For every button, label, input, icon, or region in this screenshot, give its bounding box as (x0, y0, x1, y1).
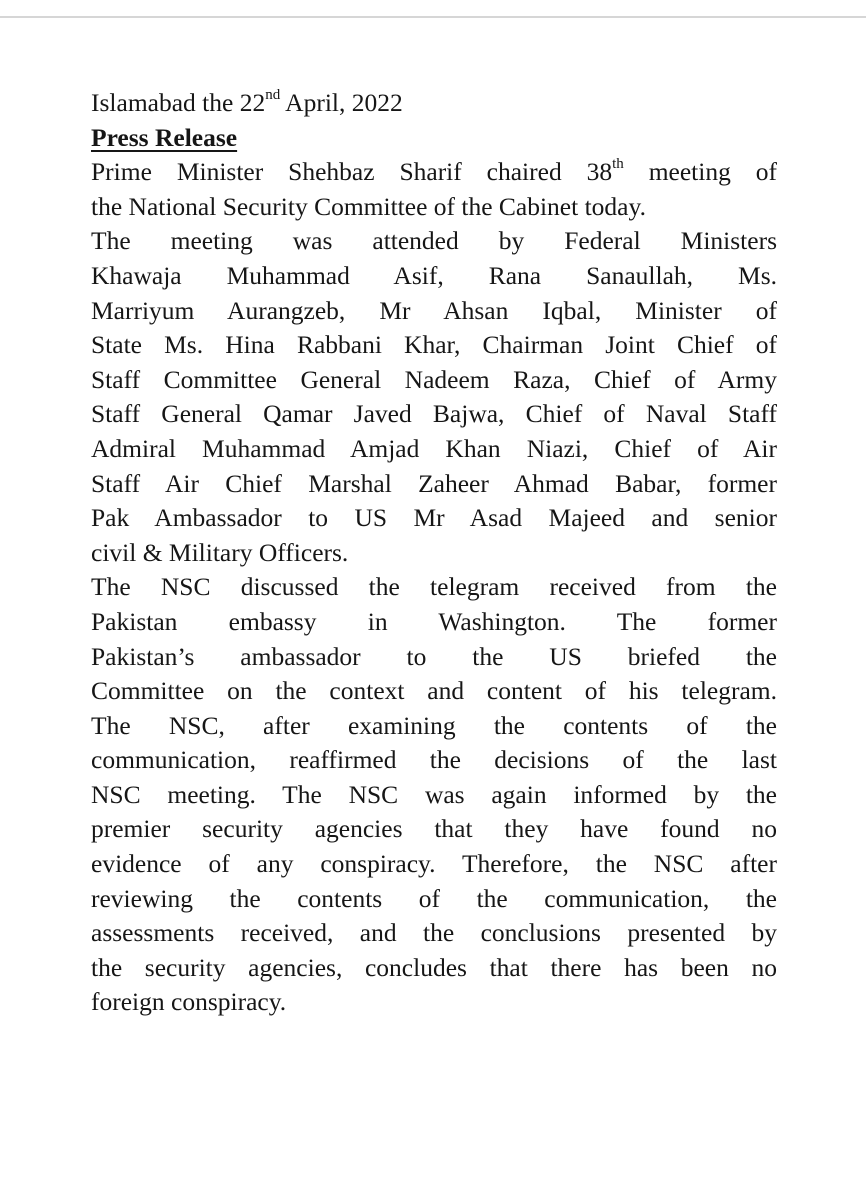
text-line (91, 190, 777, 225)
ordinal-suffix: th (612, 155, 624, 172)
dateline-place: Islamabad the 22 (91, 88, 266, 117)
line-text: civil & Military Officers. (91, 537, 349, 567)
line-text: foreign conspiracy. (91, 987, 287, 1017)
line-text: The NSC, after examining the contents of the (91, 710, 777, 740)
text-line (91, 778, 777, 813)
text-line (91, 363, 777, 398)
line-text: Staff General Qamar Javed Bajwa, Chief of Naval Staff (91, 399, 777, 429)
text-line (91, 916, 777, 951)
line-text: the National Security Committee of the Cabinet today. (91, 191, 646, 221)
text-line (91, 294, 777, 329)
text-line (91, 328, 777, 363)
line-text: the security agencies, concludes that there has been no (91, 952, 777, 982)
line-text: Marriyum Aurangzeb, Mr Ahsan Iqbal, Minister of (91, 295, 777, 325)
text-line (91, 259, 777, 294)
paragraph (91, 224, 777, 570)
text-line (91, 709, 777, 744)
text-line (91, 812, 777, 847)
text-line (91, 570, 777, 605)
dateline-rest: April, 2022 (280, 88, 403, 117)
text-line (91, 847, 777, 882)
dateline (91, 86, 777, 121)
text-line (91, 224, 777, 259)
text-line (91, 985, 777, 1020)
press-release-body (91, 155, 777, 1020)
line-text: assessments received, and the conclusions presented by (91, 918, 777, 948)
line-text: NSC meeting. The NSC was again informed by the (91, 779, 777, 809)
line-text: The NSC discussed the telegram received from the (91, 572, 777, 602)
text-line (91, 882, 777, 917)
paragraph (91, 570, 777, 1020)
line-text: evidence of any conspiracy. Therefore, the NSC after (91, 849, 777, 879)
text-line (91, 605, 777, 640)
line-text: Pak Ambassador to US Mr Asad Majeed and senior (91, 503, 777, 533)
line-text: Admiral Muhammad Amjad Khan Niazi, Chief of Air (91, 433, 777, 463)
text-line (91, 467, 777, 502)
line-text: Pakistan’s ambassador to the US briefed the (91, 641, 777, 671)
line-text: State Ms. Hina Rabbani Khar, Chairman Joint Chief of (91, 330, 777, 360)
text-line (91, 951, 777, 986)
line-text: Staff Air Chief Marshal Zaheer Ahmad Babar, former (91, 468, 777, 498)
line-text: Khawaja Muhammad Asif, Rana Sanaullah, Ms. (91, 260, 777, 290)
line-text: Staff Committee General Nadeem Raza, Chief of Army (91, 364, 777, 394)
text-line (91, 501, 777, 536)
line-text: The meeting was attended by Federal Ministers (91, 226, 777, 256)
text-line (91, 674, 777, 709)
line-text: premier security agencies that they have found no (91, 814, 777, 844)
press-release-document (91, 86, 777, 1020)
text-line (91, 432, 777, 467)
paragraph (91, 155, 777, 224)
top-divider (0, 16, 866, 18)
text-line (91, 640, 777, 675)
line-text: Prime Minister Shehbaz Sharif chaired 38 (91, 157, 613, 187)
line-text-continued: meeting of (623, 157, 778, 187)
press-release-heading: Press Release (91, 122, 238, 152)
text-line (91, 536, 777, 571)
line-text: Committee on the context and content of his telegram. (91, 676, 777, 706)
text-line (91, 743, 777, 778)
line-text: Pakistan embassy in Washington. The former (91, 606, 777, 636)
text-line (91, 397, 777, 432)
line-text: reviewing the contents of the communication, the (91, 883, 777, 913)
line-text: communication, reaffirmed the decisions of the last (91, 745, 777, 775)
text-line (91, 155, 777, 190)
dateline-day-suffix: nd (265, 86, 281, 103)
